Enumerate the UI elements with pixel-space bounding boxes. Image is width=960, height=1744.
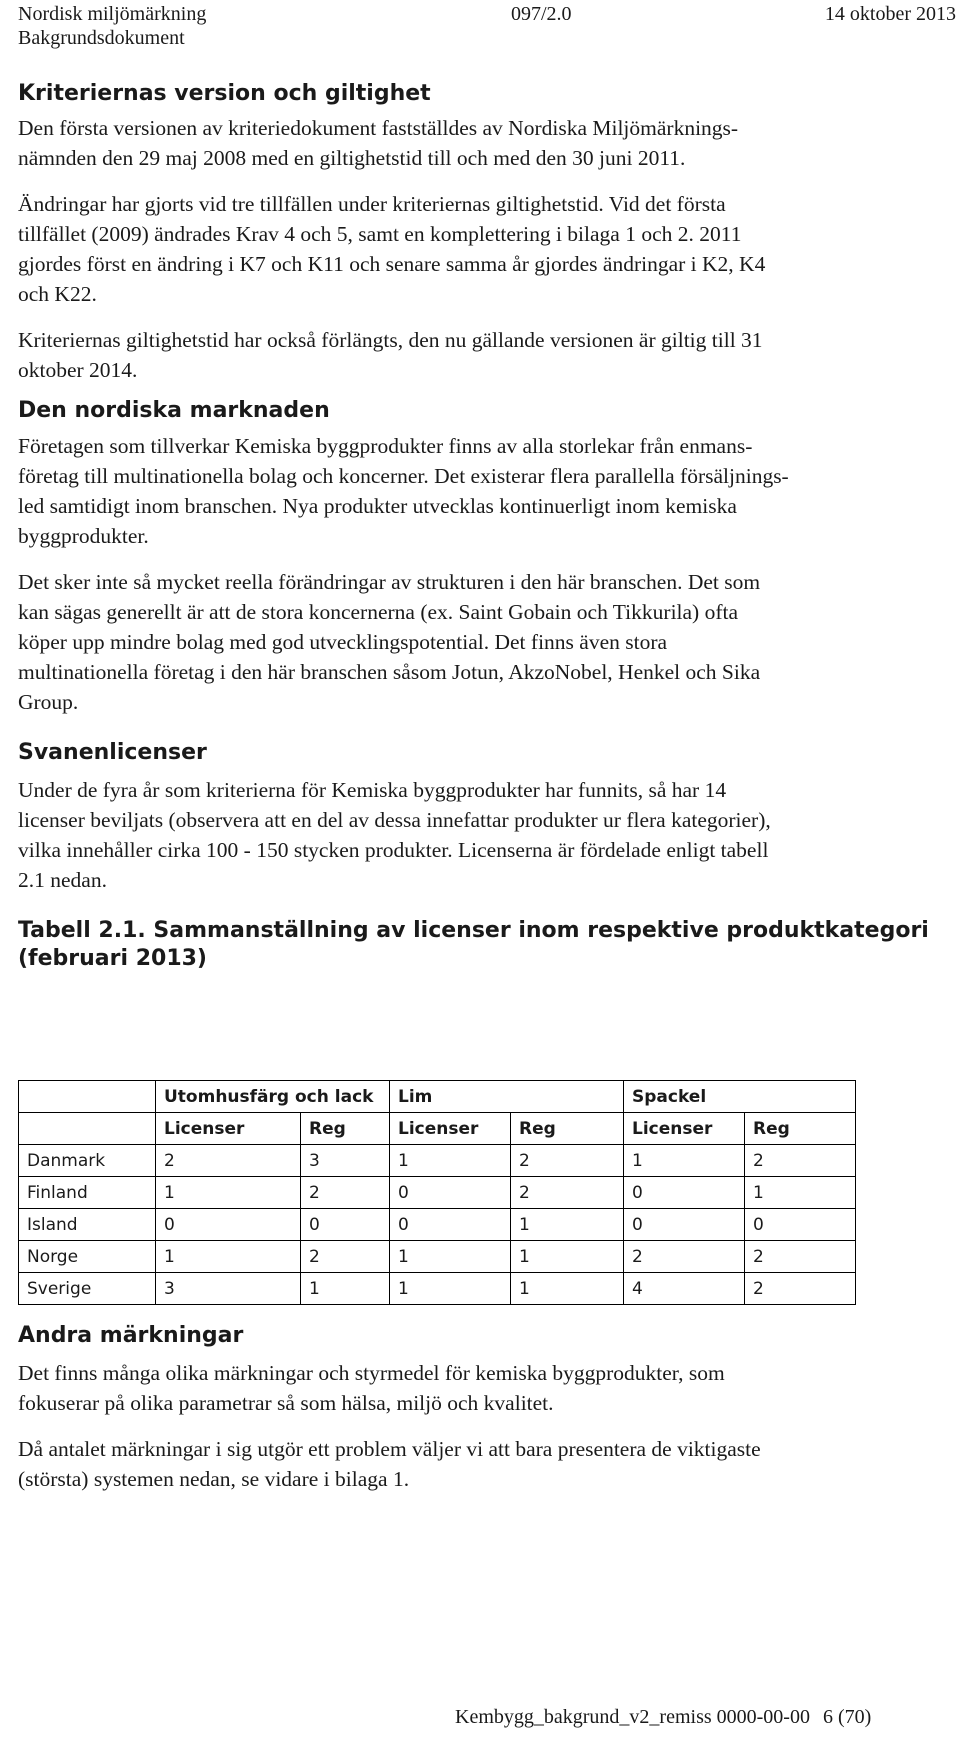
value-cell: 0 — [390, 1209, 511, 1241]
value-cell: 3 — [301, 1145, 390, 1177]
value-cell: 2 — [301, 1177, 390, 1209]
paragraph — [18, 775, 943, 895]
value-cell: 2 — [624, 1241, 745, 1273]
country-cell: Norge — [19, 1241, 156, 1273]
table-caption — [18, 917, 943, 973]
table-row — [19, 1145, 856, 1177]
value-cell: 0 — [624, 1209, 745, 1241]
paragraph — [18, 325, 943, 385]
text-line: led samtidigt inom branschen. Nya produkter utvecklas kontinuerligt inom kemiska — [18, 494, 737, 518]
country-cell: Danmark — [19, 1145, 156, 1177]
license-table — [18, 1080, 856, 1305]
table-row — [19, 1273, 856, 1305]
header-doc-number: 097/2.0 — [511, 3, 572, 25]
heading-other-labels: Andra märkningar — [18, 1323, 244, 1348]
value-cell: 0 — [624, 1177, 745, 1209]
subheader-cell: Reg — [301, 1113, 390, 1145]
country-cell: Sverige — [19, 1273, 156, 1305]
text-line: gjordes först en ändring i K7 och K11 och senare samma år gjordes ändringar i K2, K4 — [18, 252, 766, 276]
text-line: företag till multinationella bolag och koncerner. Det existerar flera parallella försäljnings- — [18, 464, 789, 488]
value-cell: 2 — [745, 1145, 856, 1177]
footer-page-number: 6 (70) — [822, 1706, 872, 1728]
value-cell: 4 — [624, 1273, 745, 1305]
text-line: Group. — [18, 690, 79, 714]
text-line: Under de fyra år som kriterierna för Kemiska byggprodukter har funnits, så har 14 — [18, 778, 727, 802]
text-line: vilka innehåller cirka 100 - 150 stycken produkter. Licenserna är fördelade enligt tabell — [18, 838, 769, 862]
country-cell: Finland — [19, 1177, 156, 1209]
paragraph — [18, 189, 943, 309]
subheader-cell: Reg — [745, 1113, 856, 1145]
text-line: licenser beviljats (observera att en del av dessa innefattar produkter ur flera kategorier), — [18, 808, 771, 832]
value-cell: 2 — [745, 1241, 856, 1273]
heading-licenses: Svanenlicenser — [18, 740, 207, 765]
text-line: köper upp mindre bolag med god utvecklingspotential. Det finns även stora — [18, 630, 668, 654]
value-cell: 1 — [390, 1241, 511, 1273]
text-line: (största) systemen nedan, se vidare i bilaga 1. — [18, 1467, 410, 1491]
value-cell: 1 — [511, 1209, 624, 1241]
header-date: 14 oktober 2013 — [824, 3, 956, 25]
header-doc-type: Bakgrundsdokument — [18, 27, 185, 49]
paragraph — [18, 1434, 943, 1494]
country-cell: Island — [19, 1209, 156, 1241]
value-cell: 1 — [745, 1177, 856, 1209]
table-header-row — [19, 1081, 856, 1113]
value-cell: 1 — [156, 1177, 301, 1209]
document-body-lower — [18, 1322, 943, 1494]
group-header: Utomhusfärg och lack — [156, 1081, 390, 1113]
value-cell: 2 — [511, 1177, 624, 1209]
text-line: multinationella företag i den här branschen såsom Jotun, AkzoNobel, Henkel och Sika — [18, 660, 761, 684]
table-corner-cell — [19, 1081, 156, 1113]
value-cell: 3 — [156, 1273, 301, 1305]
heading-version: Kriteriernas version och giltighet — [18, 81, 431, 106]
header-left — [18, 2, 206, 50]
footer-filename: Kembygg_bakgrund_v2_remiss 0000-00-00 — [455, 1706, 810, 1728]
header-org: Nordisk miljömärkning — [18, 3, 207, 25]
table-corner-cell — [19, 1113, 156, 1145]
value-cell: 1 — [511, 1241, 624, 1273]
paragraph — [18, 1358, 943, 1418]
text-line: Då antalet märkningar i sig utgör ett problem väljer vi att bara presentera de viktigaste — [18, 1437, 761, 1461]
value-cell: 1 — [390, 1273, 511, 1305]
value-cell: 0 — [301, 1209, 390, 1241]
value-cell: 1 — [511, 1273, 624, 1305]
caption-line: (februari 2013) — [18, 946, 207, 971]
value-cell: 2 — [301, 1241, 390, 1273]
table-row — [19, 1177, 856, 1209]
table-row — [19, 1241, 856, 1273]
value-cell: 1 — [301, 1273, 390, 1305]
page-header — [18, 0, 956, 50]
subheader-cell: Reg — [511, 1113, 624, 1145]
subheader-cell: Licenser — [624, 1113, 745, 1145]
text-line: kan sägas generellt är att de stora koncernerna (ex. Saint Gobain och Tikkurila) ofta — [18, 600, 739, 624]
value-cell: 0 — [745, 1209, 856, 1241]
value-cell: 2 — [156, 1145, 301, 1177]
group-header: Lim — [390, 1081, 624, 1113]
paragraph — [18, 431, 943, 551]
subheader-cell: Licenser — [390, 1113, 511, 1145]
value-cell: 0 — [390, 1177, 511, 1209]
text-line: Det sker inte så mycket reella förändringar av strukturen i den här branschen. Det som — [18, 570, 761, 594]
page-footer — [455, 1704, 871, 1730]
text-line: Det finns många olika märkningar och styrmedel för kemiska byggprodukter, som — [18, 1361, 725, 1385]
text-line: Ändringar har gjorts vid tre tillfällen under kriteriernas giltighetstid. Vid det första — [18, 192, 726, 216]
table-row — [19, 1209, 856, 1241]
text-line: Den första versionen av kriteriedokument fastställdes av Nordiska Miljömärknings- — [18, 116, 739, 140]
value-cell: 1 — [156, 1241, 301, 1273]
text-line: byggprodukter. — [18, 524, 149, 548]
text-line: tillfället (2009) ändrades Krav 4 och 5, samt en komplettering i bilaga 1 och 2. 2011 — [18, 222, 742, 246]
value-cell: 2 — [511, 1145, 624, 1177]
heading-market: Den nordiska marknaden — [18, 398, 330, 423]
value-cell: 0 — [156, 1209, 301, 1241]
value-cell: 1 — [390, 1145, 511, 1177]
subheader-cell: Licenser — [156, 1113, 301, 1145]
document-body — [18, 80, 943, 973]
paragraph — [18, 113, 943, 173]
value-cell: 1 — [624, 1145, 745, 1177]
text-line: oktober 2014. — [18, 358, 138, 382]
text-line: fokuserar på olika parametrar så som hälsa, miljö och kvalitet. — [18, 1391, 554, 1415]
group-header: Spackel — [624, 1081, 856, 1113]
text-line: Företagen som tillverkar Kemiska byggprodukter finns av alla storlekar från enmans- — [18, 434, 753, 458]
text-line: nämnden den 29 maj 2008 med en giltighetstid till och med den 30 juni 2011. — [18, 146, 686, 170]
paragraph — [18, 567, 943, 717]
text-line: Kriteriernas giltighetstid har också förlängts, den nu gällande versionen är giltig till 31 — [18, 328, 763, 352]
text-line: och K22. — [18, 282, 97, 306]
text-line: 2.1 nedan. — [18, 868, 107, 892]
caption-line: Tabell 2.1. Sammanställning av licenser inom respektive produktkategori — [18, 918, 929, 943]
table-subheader-row — [19, 1113, 856, 1145]
value-cell: 2 — [745, 1273, 856, 1305]
